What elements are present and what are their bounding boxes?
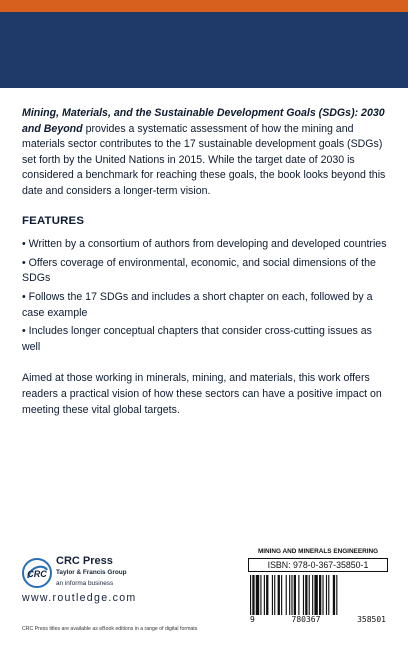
barcode-bar (319, 575, 321, 615)
barcode-bar (266, 575, 268, 615)
publisher-text (56, 556, 127, 589)
feature-item: • Follows the 17 SDGs and includes a short chapter on each, followed by a case example (22, 290, 373, 319)
barcode-digit-group: 780367 (291, 615, 321, 624)
isbn-label: ISBN: 978-0-367-35850-1 (248, 558, 388, 572)
publisher-name: CRC Press (56, 555, 113, 567)
barcode-bar (298, 575, 299, 615)
barcode-bar (264, 575, 265, 615)
barcode-bar (336, 575, 337, 615)
barcode-bar (252, 575, 254, 615)
barcode-bar (326, 575, 327, 615)
publisher-url[interactable]: www.routledge.com (22, 592, 137, 604)
features-heading: FEATURES (22, 214, 85, 227)
crc-logo-text: CRC (27, 568, 47, 579)
barcode-bar (281, 575, 282, 615)
publisher-logo-row (22, 556, 242, 589)
barcode-bar (294, 575, 296, 615)
barcode-bar (309, 575, 310, 615)
feature-item: • Includes longer conceptual chapters that consider cross-cutting issues as well (22, 325, 372, 353)
description-content (22, 106, 388, 418)
barcode-bar (250, 575, 251, 615)
barcode-block (248, 548, 388, 624)
barcode-bar (289, 575, 290, 615)
crc-logo-icon (22, 558, 52, 588)
barcode-bar (260, 575, 261, 615)
publisher-block (22, 556, 242, 604)
barcode-bar (256, 575, 259, 615)
barcode-digits (248, 615, 388, 624)
barcode-bar (274, 575, 275, 615)
series-label: MINING AND MINERALS ENGINEERING (257, 548, 379, 555)
barcode-bar (303, 575, 304, 615)
barcode-bar (333, 575, 335, 615)
intro-paragraph (22, 106, 388, 200)
barcode-bar (305, 575, 307, 615)
book-title: Mining, Materials, and the Sustainable Development Goals (SDGs): 2030 and Beyond (22, 107, 385, 135)
barcode-bar (278, 575, 280, 615)
barcode-bar (291, 575, 292, 615)
barcode-bar (322, 575, 323, 615)
closing-paragraph: Aimed at those working in minerals, mining, and materials, this work offers readers a practical vision of how these sectors can have a positive impact on meeting these vital global targets. (22, 372, 382, 416)
barcode-bar (314, 575, 317, 615)
barcode-image (248, 575, 388, 615)
barcode-bar (312, 575, 313, 615)
publisher-group: Taylor & Francis Group (56, 569, 127, 576)
barcode-digit-group: 9 (250, 615, 255, 624)
barcode-bar (272, 575, 273, 615)
feature-list (22, 237, 388, 355)
barcode-digit-group: 358501 (357, 615, 386, 624)
ebook-note: CRC Press titles are available as eBook editions in a range of digital formats (22, 626, 198, 632)
barcode-bar (328, 575, 329, 615)
top-accent-band (0, 0, 408, 12)
intro-body: provides a systematic assessment of how the mining and materials sector contributes to the 17 sustainable development goals (SDGs) set forth by the United Nations in 2015. While the target date of 2030 is considered a benchmark for reaching these goals, the book looks beyond this date and considers a longer-term vision. (22, 122, 386, 197)
feature-item: • Written by a consortium of authors from developing and developed countries (22, 238, 387, 251)
barcode-bar (286, 575, 287, 615)
publisher-business: an informa business (56, 580, 114, 587)
feature-item: • Offers coverage of environmental, economic, and social dimensions of the SDGs (22, 256, 376, 285)
